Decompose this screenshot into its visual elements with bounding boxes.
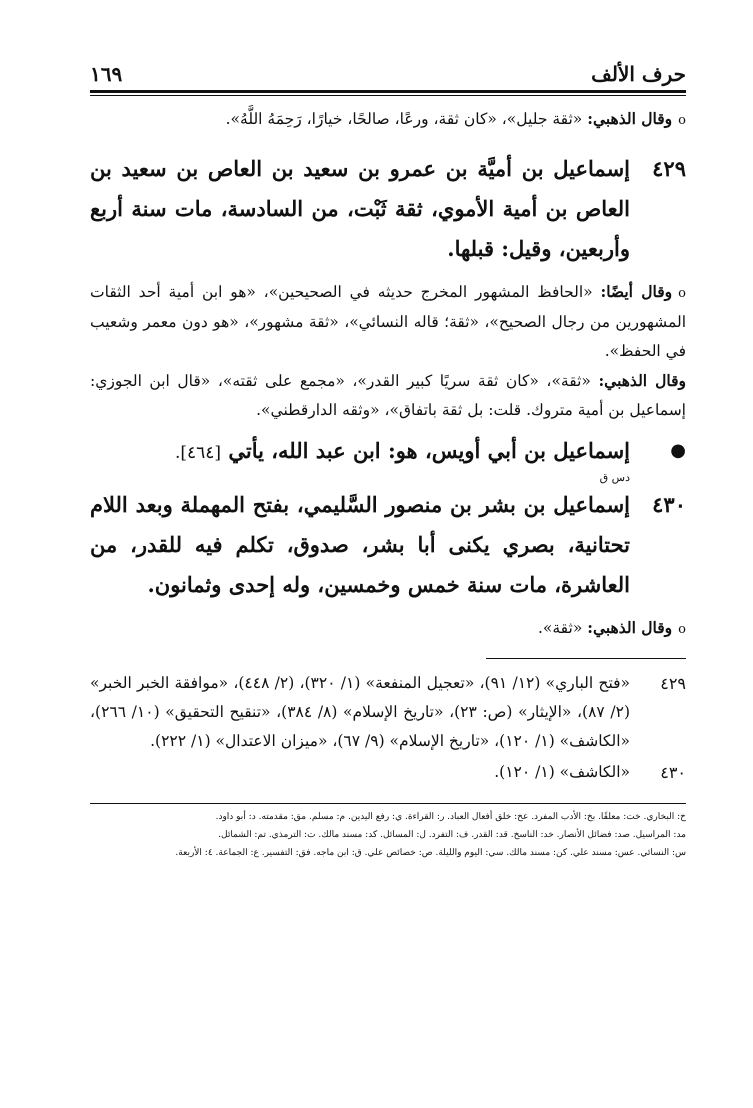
- footnote-number: ٤٢٩: [660, 674, 686, 693]
- chapter-title: حرف الألف: [591, 62, 686, 86]
- entry-430: [90, 471, 686, 605]
- cross-reference-number: [٤٦٤].: [174, 443, 222, 463]
- footnote-430: [90, 758, 686, 787]
- cross-reference-body: إسماعيل بن أبي أويس، هو: ابن عبد الله، يأتي: [228, 438, 630, 463]
- footnote-text: «فتح الباري» (١٢/ ٩١)، «تعجيل المنفعة» (١/ ٣٢٠)، (٢/ ٤٤٨)، «موافقة الخبر الخبر» (٢/ ٨٧)، «الإيثار» (ص: ٢٣)، «تاريخ الإسلام» (٨/ ٣٨٤)، «تنقيح التحقيق» (١٠/ ٢٦٦)، «الكاشف» (١/ ١٢٠)، «تاريخ الإسلام» (٩/ ٦٧)، «ميزان الاعتدال» (١/ ٢٢٢).: [90, 674, 631, 750]
- circle-marker-icon: o: [678, 113, 686, 128]
- note-text: «الحافظ المشهور المخرج حديثه في الصحيحين»، «هو ابن أمية أحد الثقات المشهورين من رجال الصحيح»، «ثقة؛ قاله النسائي»، «ثقة مشهور»، «هو دون معمر وشعيب في الحفظ».: [90, 283, 686, 360]
- footnote-text: «الكاشف» (١/ ١٢٠).: [494, 763, 630, 781]
- abbreviations-line: مد: المراسيل. صد: فضائل الأنصار. خد: الناسخ. قد: القدر. ف: التفرد. ل: المسائل. كد: مسند مالك. ت: الترمذي. تم: الشمائل.: [218, 830, 686, 840]
- circle-marker-icon: o: [678, 286, 686, 301]
- source-sigla: دس ق: [599, 471, 630, 484]
- footnote-number: ٤٣٠: [660, 763, 686, 782]
- header-rule-thick: [90, 90, 686, 93]
- bullet-icon: ●: [670, 440, 686, 461]
- entry-number: ٤٢٩: [652, 156, 686, 181]
- running-header: [90, 54, 686, 86]
- footnote-429: [90, 669, 686, 756]
- note-text: «ثقة جليل»، «كان ثقة، ورعًا، صالحًا، خيارًا، رَحِمَهُ اللَّهُ».: [225, 110, 583, 128]
- note-top: [90, 104, 686, 135]
- entry-text-wrapper: [90, 471, 630, 605]
- entry-number: ٤٣٠: [652, 492, 686, 517]
- cross-reference-entry: [90, 433, 686, 471]
- entry-text: إسماعيل بن بشر بن منصور السَّليمي، بفتح المهملة وبعد اللام تحتانية، بصري يكنى أبا بشر، صدوق، تكلم فيه للقدر، من العاشرة، مات سنة خمس وخمسين، وله إحدى وثمانون.: [90, 492, 630, 597]
- entry-text: إسماعيل بن أميَّة بن عمرو بن سعيد بن العاص بن سعيد بن العاص بن أمية الأموي، ثقة ثَبْت، من السادسة، مات سنة أربع وأربعين، وقيل: قبلها.: [90, 156, 630, 261]
- note-text: «ثقة».: [537, 619, 583, 637]
- note-429: [90, 277, 686, 366]
- abbreviations-line: س: النسائي. عس: مسند علي. كن: مسند مالك. سي: اليوم والليلة. ص: خصائص علي. ق: ابن ماجه. فق: التفسير. ع: الجماعة. ٤: الأربعة.: [175, 848, 686, 858]
- abbreviations-key: [90, 808, 686, 862]
- note-lead: وقال الذهبي:: [587, 109, 673, 128]
- abbreviations-line: خ: البخاري. خت: معلقًا. بخ: الأدب المفرد. عخ: خلق أفعال العباد. ر: القراءة. ي: رفع اليدين. م: مسلم. مق: مقدمته. د: أبو داود.: [215, 812, 686, 822]
- note-text: «ثقة»، «كان ثقة سريًا كبير القدر»، «مجمع على ثقته»، «قال ابن الجوزي: إسماعيل بن أمية متروك. قلت: بل ثقة باتفاق»، «وثقه الدارقطني».: [90, 372, 686, 419]
- book-page: [90, 54, 686, 862]
- entry-429: [90, 139, 686, 269]
- page-number: ١٦٩: [90, 62, 123, 86]
- header-rule-thin: [90, 95, 686, 96]
- cross-reference-text: [90, 433, 630, 471]
- note-lead: وقال أيضًا:: [600, 282, 673, 301]
- note-lead: وقال الذهبي:: [598, 371, 686, 390]
- note-429-continued: [90, 366, 686, 425]
- footnote-rule: [486, 658, 686, 659]
- circle-marker-icon: o: [678, 622, 686, 637]
- note-430: [90, 613, 686, 644]
- note-lead: وقال الذهبي:: [587, 618, 673, 637]
- abbreviations-rule: [90, 803, 686, 804]
